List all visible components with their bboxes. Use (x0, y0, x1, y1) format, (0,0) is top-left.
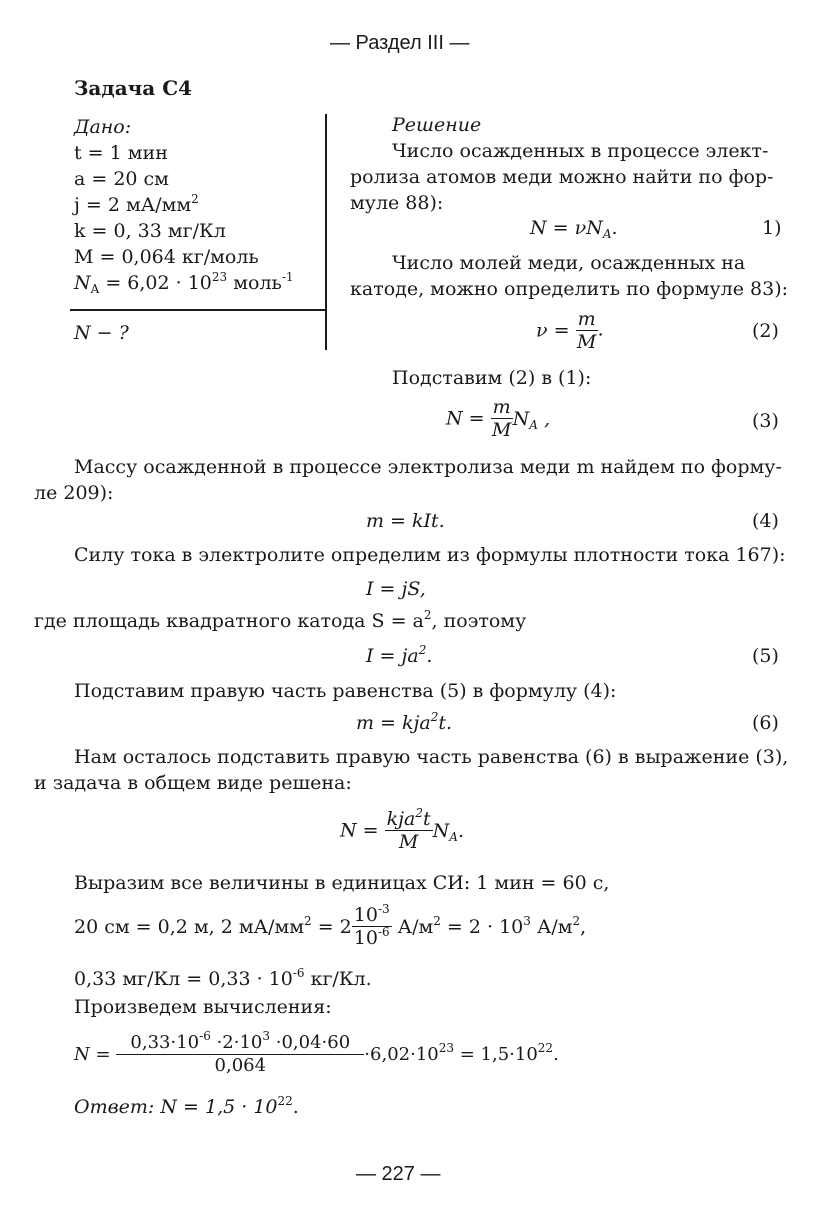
paragraph-5: Силу тока в электролите определим из формулы плотности тока 167): (74, 544, 786, 566)
equation-5-number: (5) (752, 645, 779, 667)
solution-heading: Решение (392, 114, 482, 136)
given-a: a = 20 см (74, 168, 169, 190)
given-t: t = 1 мин (74, 142, 168, 164)
equation-2: ν = $\frac{m}{M}$ . (536, 308, 604, 353)
equation-5: $I = ja^2$. (366, 643, 433, 667)
solution-p1-line3: муле 88): (350, 192, 444, 214)
paragraph-10: Произведем вычисления: (74, 996, 332, 1018)
solution-p2-line2: катоде, можно определить по формуле 83): (350, 278, 789, 300)
given-M: M = 0,064 кг/моль (74, 246, 259, 268)
equation-6-number: (6) (752, 712, 779, 734)
solution-p2-line1: Число молей меди, осажденных на (392, 252, 746, 274)
equation-IjS: I = jS, (366, 578, 426, 600)
given-k: k = 0, 33 мг/Кл (74, 220, 226, 242)
paragraph-9: Выразим все величины в единицах СИ: 1 мин = 60 с, (74, 872, 610, 894)
paragraph-4-line2: ле 209): (34, 482, 114, 504)
paragraph-6: где площадь квадратного катода $S = a^2$, поэтому (34, 608, 527, 632)
equation-3: N = $\frac{m}{M}$ $N_A$ , (446, 396, 551, 441)
si-conversion-1: 20 см = 0,2 м, 2 $мА/мм^2 = 2$ $\frac{10^{-3}}{10^{-6}}$ $А/м^2 = 2 \cdot 10^3$ $А/м^2$, (74, 902, 587, 949)
equation-2-number: (2) (752, 320, 779, 342)
solution-p1-line2: ролиза атомов меди можно найти по фор- (350, 166, 774, 188)
solution-p1-line1: Число осажденных в процессе элект- (392, 140, 769, 162)
solution-p3: Подставим (2) в (1): (392, 367, 592, 389)
equation-6: m = kja$^2$t. (356, 710, 453, 734)
page-number: — 227 — (356, 1163, 441, 1185)
running-header: — Раздел III — (330, 32, 470, 54)
paragraph-8-line1: Нам осталось подставить правую часть равенства (6) в выражение (3), (74, 746, 789, 768)
paragraph-8-line2: и задача в общем виде решена: (34, 772, 352, 794)
given-heading: Дано: (74, 116, 132, 138)
equation-3-number: (3) (752, 410, 779, 432)
task-title: Задача С4 (74, 76, 193, 100)
equation-4: m = kIt. (366, 510, 445, 532)
si-conversion-2: 0,33 $мг/Кл = 0,33 \cdot 10^{-6}$ кг/Кл. (74, 966, 372, 990)
final-formula: N = $\frac{kja^2t}{M}$ $N_A$. (340, 806, 464, 853)
paragraph-7: Подставим правую часть равенства (5) в формулу (4): (74, 680, 617, 702)
paragraph-4-line1: Массу осажденной в процессе электролиза меди m найдем по форму- (74, 456, 782, 478)
equation-4-number: (4) (752, 510, 779, 532)
equation-1: $N = \nu N_A$. (530, 217, 618, 241)
answer: Ответ: $N = 1,5 \cdot 10^{22}$. (74, 1094, 299, 1118)
given-NA: $N_A = 6,02 \cdot 10^{23}$ моль$^{-1}$ (74, 270, 294, 296)
given-find: N − ? (74, 322, 129, 344)
given-vertical-rule (325, 114, 327, 350)
calculation: N = $\frac{0,33\cdot 10^{-6} \cdot 2\cdot 10^3 \cdot 0,04\cdot 60}{0,064}$ $\cdot 6,02\cdot 10^{23} = 1,5\cdot 10^{22}$. (74, 1029, 559, 1076)
given-horizontal-rule (70, 309, 326, 311)
equation-1-number: 1) (762, 217, 782, 239)
given-j: j = 2 $мА/мм^2$ (74, 192, 199, 216)
